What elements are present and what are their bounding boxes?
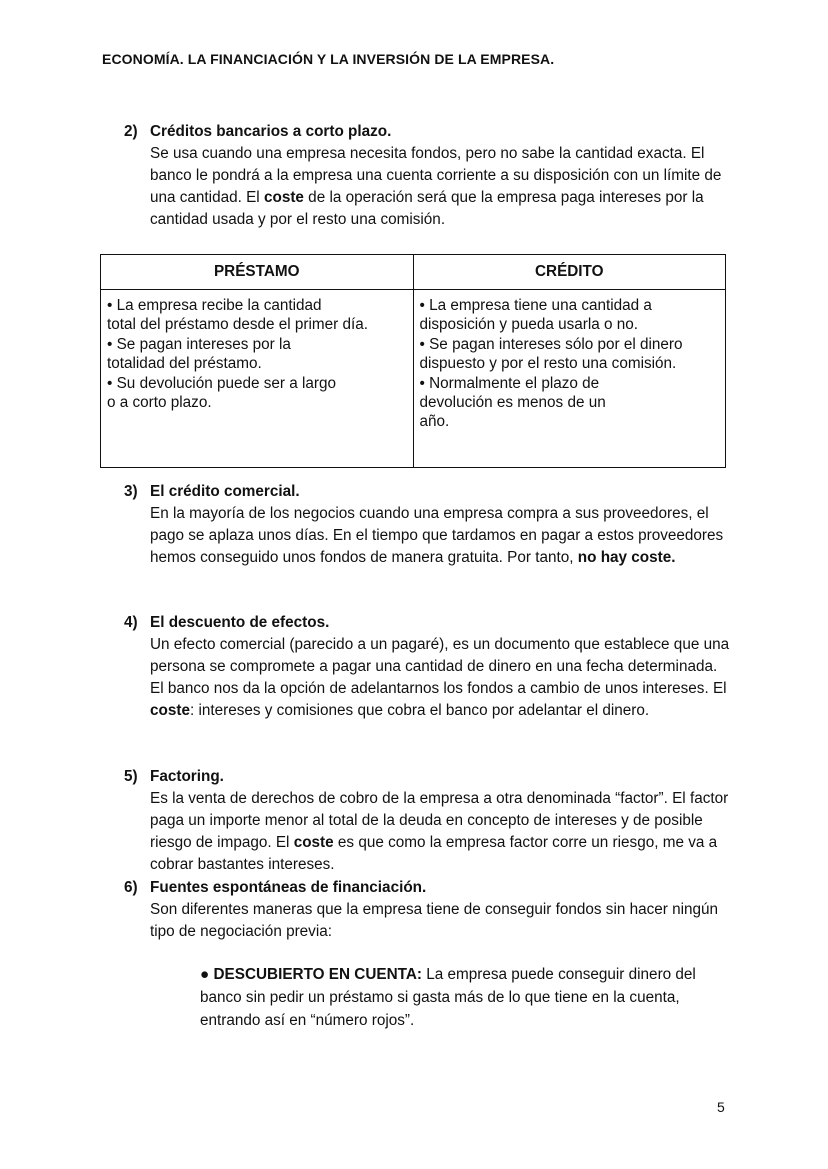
section-number: 3): [124, 483, 138, 500]
loan-vs-credit-table: [100, 254, 726, 468]
cell-line: total del préstamo desde el primer día.: [107, 316, 369, 334]
table-cell-prestamo: [101, 290, 414, 468]
cell-line: dispuesto y por el resto una comisión.: [419, 355, 677, 373]
section-body: Se usa cuando una empresa necesita fondos, pero no sabe la cantidad exacta. El banco le pondrá a la empresa una cuenta corriente a su disposición con un límite de una cantidad. El coste de la operación será que la empresa paga intereses por la cantidad usada y por el resto una comisión.: [150, 145, 722, 228]
section-spontaneous-sources: [124, 877, 734, 943]
section-number: 4): [124, 614, 138, 631]
cell-line: • Su devolución puede ser a largo: [107, 374, 337, 392]
cell-line: • La empresa recibe la cantidad: [107, 297, 322, 314]
section-credit-short-term: [124, 121, 734, 231]
bullet-label: ● DESCUBIERTO EN CUENTA:: [200, 966, 422, 983]
cell-line: • Se pagan intereses por la: [107, 335, 291, 353]
section-title: El descuento de efectos.: [150, 614, 330, 631]
section-title: Créditos bancarios a corto plazo.: [150, 123, 392, 140]
table-header-prestamo: PRÉSTAMO: [101, 255, 414, 290]
cell-line: disposición y pueda usarla o no.: [419, 316, 639, 334]
section-discount-effects: [124, 612, 734, 722]
cell-line: totalidad del préstamo.: [107, 355, 262, 373]
section-factoring: [124, 766, 734, 876]
cell-line: o a corto plazo.: [107, 394, 212, 412]
section-body: Un efecto comercial (parecido a un pagaré), es un documento que establece que una persona se compromete a pagar una cantidad de dinero en una fecha determinada. El banco nos da la opción de adelantarnos los fondos a cambio de unos intereses. El coste: intereses y comisiones que cobra el banco por adelantar el dinero.: [150, 636, 730, 719]
section-title: Fuentes espontáneas de financiación.: [150, 879, 427, 896]
page-number: 5: [717, 1099, 725, 1115]
section-number: 6): [124, 879, 138, 896]
section-body: Son diferentes maneras que la empresa tiene de conseguir fondos sin hacer ningún tipo de negociación previa:: [150, 901, 719, 940]
section-commercial-credit: [124, 481, 734, 569]
bullet-overdraft: [200, 963, 730, 1032]
cell-line: • La empresa tiene una cantidad a: [419, 297, 652, 314]
cell-line: • Se pagan intereses sólo por el dinero: [419, 335, 683, 353]
section-body: Es la venta de derechos de cobro de la empresa a otra denominada “factor”. El factor paga un importe menor al total de la deuda en concepto de intereses y de posible riesgo de impago. El coste es que como la empresa factor corre un riesgo, me va a cobrar bastantes intereses.: [150, 790, 729, 873]
section-number: 2): [124, 123, 138, 140]
cell-line: • Normalmente el plazo de: [419, 374, 600, 392]
bullet-text: La empresa puede conseguir dinero del banco sin pedir un préstamo si gasta más de lo que tiene en la cuenta, entrando así en “número rojos”.: [200, 966, 696, 1029]
cell-line: año.: [419, 413, 450, 431]
table-cell-credito: [413, 290, 726, 468]
section-number: 5): [124, 768, 138, 785]
page-header: ECONOMÍA. LA FINANCIACIÓN Y LA INVERSIÓN DE LA EMPRESA.: [102, 51, 555, 67]
section-title: El crédito comercial.: [150, 483, 300, 500]
section-body: En la mayoría de los negocios cuando una empresa compra a sus proveedores, el pago se aplaza unos días. En el tiempo que tardamos en pagar a estos proveedores hemos conseguido unos fondos de manera gratuita. Por tanto, no hay coste.: [150, 505, 724, 566]
table-header-credito: CRÉDITO: [413, 255, 726, 290]
section-title: Factoring.: [150, 768, 224, 785]
cell-line: devolución es menos de un: [419, 394, 606, 412]
